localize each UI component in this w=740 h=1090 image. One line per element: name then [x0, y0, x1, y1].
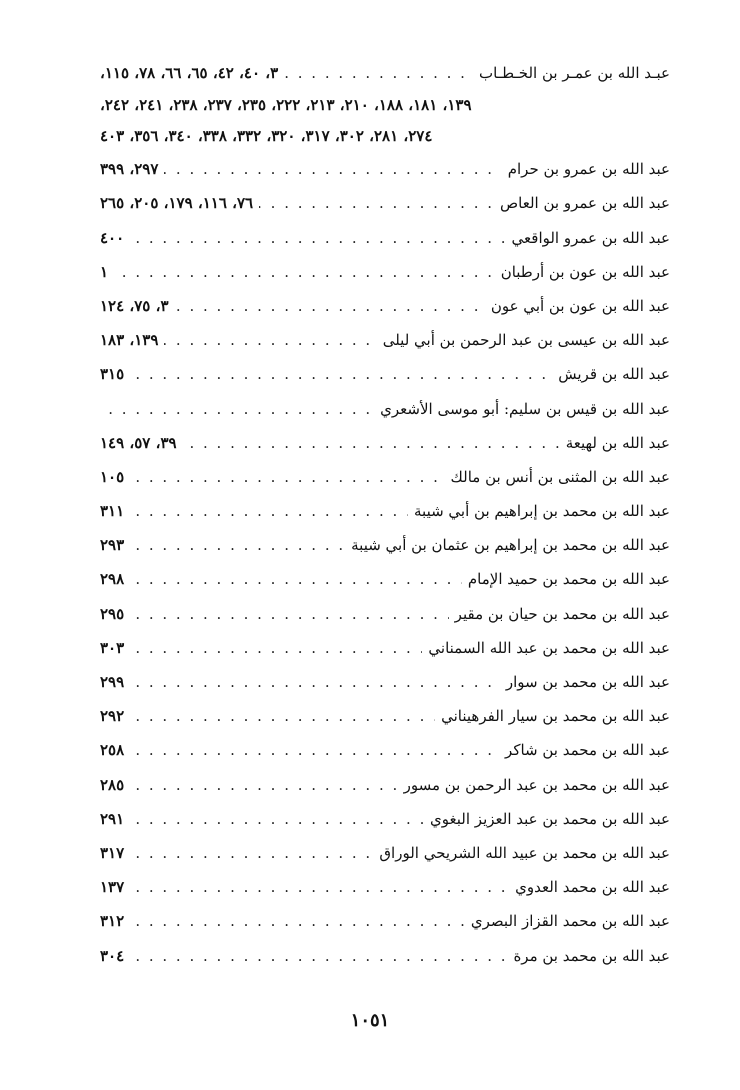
- index-entry: [100, 392, 670, 426]
- index-entry: [100, 939, 670, 973]
- entry-name: عبد الله بن محمد القزاز البصري: [465, 904, 670, 938]
- entry-name: عبد الله بن لهيعة: [560, 426, 670, 460]
- entry-name: عبد الله بن محمد بن إبراهيم بن أبي شيبة: [408, 494, 670, 528]
- index-entry: [100, 426, 670, 460]
- entry-pages: ٢٩٣: [100, 528, 130, 562]
- entry-pages: ٢٥٨: [100, 733, 130, 767]
- index-entry: [100, 357, 670, 391]
- entry-pages: ٣، ٧٥، ١٢٤: [100, 289, 175, 323]
- entry-name: عبد الله بن محمد العدوي: [509, 870, 670, 904]
- index-entries: [100, 56, 670, 973]
- entry-pages: ١٠٥: [100, 460, 130, 494]
- entry-pages: ١٣٩، ١٨٣: [100, 323, 164, 357]
- entry-name: عبد الله بن محمد بن عبد الرحمن بن مسور: [398, 768, 670, 802]
- index-entry: [100, 768, 670, 802]
- page-number: ١٠٥١: [350, 1010, 390, 1031]
- entry-name: عبد الله بن عمرو بن العاص: [494, 186, 670, 220]
- entry-name: عبد الله بن قيس بن سليم: أبو موسى الأشعري: [374, 392, 670, 426]
- entry-name: عبد الله بن محمد بن سوار: [500, 665, 670, 699]
- entry-name: عبد الله بن محمد بن إبراهيم بن عثمان بن أبي شيبة: [345, 528, 670, 562]
- entry-pages: ٢٩١: [100, 802, 130, 836]
- index-entry: [100, 597, 670, 631]
- entry-pages: ٣٩، ٥٧، ١٤٩: [100, 426, 183, 460]
- entry-name: عبد الله بن قريش: [552, 357, 670, 391]
- index-entry: [100, 631, 670, 665]
- entry-pages: ٢٨٥: [100, 768, 130, 802]
- entry-pages: ٢٩٨: [100, 562, 130, 596]
- entry-name: عبد الله بن محمد بن عبيد الله الشريحي الوراق: [373, 836, 670, 870]
- entry-name: عبد الله بن محمد بن شاكر: [499, 733, 670, 767]
- entry-pages: ٧٦، ١١٦، ١٧٩، ٢٠٥، ٢٦٥: [100, 186, 259, 220]
- entry-name: عبد الله بن محمد بن عبد الله السمناني: [422, 631, 670, 665]
- entry-pages: ٢٩٧، ٣٩٩: [100, 152, 164, 186]
- index-entry: [100, 323, 670, 357]
- index-entry: [100, 152, 670, 186]
- entry-name: عبد الله بن محمد بن حميد الإمام: [462, 562, 670, 596]
- index-entry: [100, 870, 670, 904]
- index-entry: [100, 802, 670, 836]
- entry-pages: ١: [100, 255, 114, 289]
- index-entry: [100, 221, 670, 255]
- index-entry: [100, 528, 670, 562]
- entry-pages: ٣١٢: [100, 904, 130, 938]
- entry-name: عبد الله بن المثنى بن أنس بن مالك: [445, 460, 671, 494]
- index-entry: [100, 733, 670, 767]
- entry-pages: ٣١١: [100, 494, 130, 528]
- entry-pages: ١٣٧: [100, 870, 130, 904]
- entry-pages: ٣١٧: [100, 836, 130, 870]
- index-entry: [100, 56, 670, 90]
- entry-pages: ٣، ٤٠، ٤٢، ٦٥، ٦٦، ٧٨، ١١٥،: [100, 56, 284, 90]
- entry-pages: ٣٠٣: [100, 631, 130, 665]
- index-entry: [100, 494, 670, 528]
- entry-pages: ٤٠٠: [100, 221, 130, 255]
- entry-name: عبد الله بن محمد بن سيار الفرهيناني: [435, 699, 670, 733]
- entry-name: عبد الله بن محمد بن مرة: [507, 939, 670, 973]
- entry-pages: ٢٩٢: [100, 699, 130, 733]
- index-entry: [100, 289, 670, 323]
- entry-name: عبد الله بن محمد بن حيان بن مقير: [449, 597, 670, 631]
- index-entry: [100, 836, 670, 870]
- entry-pages: ٢٩٥: [100, 597, 130, 631]
- entry-name: عبد الله بن عون بن أبي عون: [485, 289, 670, 323]
- entry-pages: ٣٠٤: [100, 939, 130, 973]
- entry-name: عبد الله بن عمرو بن حرام: [502, 152, 670, 186]
- index-entry: [100, 562, 670, 596]
- entry-name: عبد الله بن عون بن أرطبان: [495, 255, 670, 289]
- entry-pages-continuation: ١٣٩، ١٨١، ١٨٨، ٢١٠، ٢١٣، ٢٢٢، ٢٣٥، ٢٣٧، ٢٣٨، ٢٤١، ٢٤٢،: [100, 96, 472, 115]
- entry-name: عبد الله بن محمد بن عبد العزيز البغوي: [424, 802, 670, 836]
- index-entry: [100, 460, 670, 494]
- index-entry: [100, 186, 670, 220]
- entry-name: عبد الله بن عمرو الواقعي: [506, 221, 670, 255]
- entry-pages: ٣١٥: [100, 357, 130, 391]
- entry-name: عبـد الله بن عمـر بن الخـطـاب: [473, 56, 670, 90]
- index-entry: [100, 255, 670, 289]
- entry-pages-continuation: ٢٧٤، ٢٨١، ٣٠٢، ٣١٧، ٣٢٠، ٣٣٢، ٣٣٨، ٣٤٠، ٣٥٦، ٤٠٣: [100, 127, 433, 146]
- entry-name: عبد الله بن عيسى بن عبد الرحمن بن أبي ليلى: [377, 323, 670, 357]
- index-entry: [100, 904, 670, 938]
- index-entry: [100, 699, 670, 733]
- entry-pages: ٢٩٩: [100, 665, 130, 699]
- index-entry: [100, 665, 670, 699]
